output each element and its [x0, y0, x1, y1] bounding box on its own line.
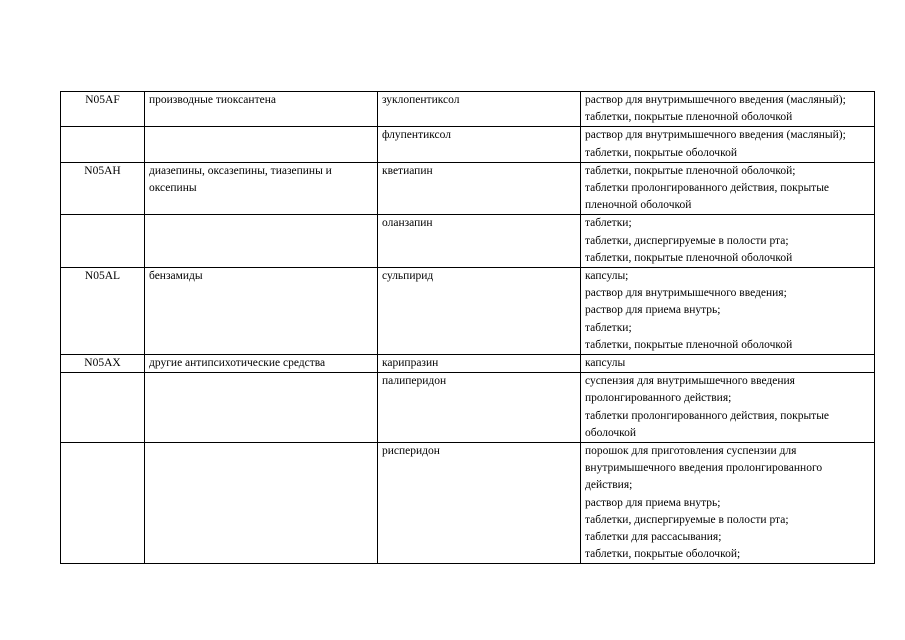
dosage-form-item: раствор для внутримышечного введения (масляный);	[585, 129, 846, 142]
atc-code-cell	[61, 443, 145, 564]
drug-name-cell: оланзапин	[378, 215, 581, 268]
dosage-form-item: таблетки;	[585, 217, 632, 230]
dosage-form-item: таблетки;	[585, 321, 632, 334]
atc-code-cell	[61, 127, 145, 162]
dosage-form-item: раствор для внутримышечного введения;	[585, 287, 787, 300]
atc-group-cell	[145, 127, 378, 162]
drug-name-cell: сульпирид	[378, 268, 581, 355]
drug-name-cell: флупентиксол	[378, 127, 581, 162]
dosage-form-item: таблетки, покрытые оболочкой;	[585, 548, 741, 561]
atc-group-cell: диазепины, оксазепины, тиазепины и оксепины	[145, 162, 378, 215]
drug-table-body	[61, 92, 875, 564]
table-row	[61, 215, 875, 268]
atc-code-cell	[61, 373, 145, 443]
dosage-form-item: таблетки для рассасывания;	[585, 531, 722, 544]
dosage-forms-cell	[581, 162, 875, 215]
table-row	[61, 92, 875, 127]
dosage-form-item: суспензия для внутримышечного введения пролонгированного действия;	[585, 375, 795, 405]
atc-code-cell	[61, 215, 145, 268]
atc-code-cell: N05AL	[61, 268, 145, 355]
atc-group-cell: другие антипсихотические средства	[145, 355, 378, 373]
drug-name-cell: палиперидон	[378, 373, 581, 443]
dosage-form-item: раствор для приема внутрь;	[585, 304, 721, 317]
table-row	[61, 443, 875, 564]
atc-group-cell	[145, 215, 378, 268]
dosage-form-item: таблетки пролонгированного действия, покрытые оболочкой	[585, 409, 830, 439]
table-row	[61, 162, 875, 215]
dosage-form-item: таблетки, покрытые пленочной оболочкой	[585, 338, 793, 351]
atc-group-cell	[145, 443, 378, 564]
dosage-form-item: таблетки, диспергируемые в полости рта;	[585, 234, 789, 247]
dosage-form-item: таблетки, диспергируемые в полости рта;	[585, 513, 789, 526]
dosage-form-item: таблетки, покрытые пленочной оболочкой	[585, 111, 793, 124]
dosage-forms-cell	[581, 215, 875, 268]
atc-group-cell: бензамиды	[145, 268, 378, 355]
table-row	[61, 268, 875, 355]
dosage-forms-cell	[581, 268, 875, 355]
atc-group-cell	[145, 373, 378, 443]
dosage-forms-cell	[581, 127, 875, 162]
dosage-forms-cell	[581, 373, 875, 443]
dosage-forms-cell	[581, 443, 875, 564]
dosage-form-item: таблетки, покрытые пленочной оболочкой	[585, 251, 793, 264]
dosage-form-item: раствор для внутримышечного введения (масляный);	[585, 94, 846, 106]
dosage-form-item: порошок для приготовления суспензии для внутримышечного введения пролонгированного действия;	[585, 445, 823, 492]
table-row	[61, 373, 875, 443]
drug-name-cell: кветиапин	[378, 162, 581, 215]
drug-name-cell: рисперидон	[378, 443, 581, 564]
atc-code-cell: N05AF	[61, 92, 145, 127]
dosage-form-item: капсулы	[585, 357, 626, 370]
table-row	[61, 355, 875, 373]
dosage-forms-cell	[581, 355, 875, 373]
drug-table	[60, 91, 875, 564]
dosage-form-item: раствор для приема внутрь;	[585, 496, 721, 509]
dosage-forms-cell	[581, 92, 875, 127]
dosage-form-item: таблетки, покрытые пленочной оболочкой;	[585, 164, 796, 177]
drug-name-cell: карипразин	[378, 355, 581, 373]
atc-code-cell: N05AH	[61, 162, 145, 215]
dosage-form-item: капсулы;	[585, 270, 629, 283]
table-row	[61, 127, 875, 162]
atc-code-cell: N05AX	[61, 355, 145, 373]
atc-group-cell: производные тиоксантена	[145, 92, 378, 127]
drug-name-cell: зуклопентиксол	[378, 92, 581, 127]
dosage-form-item: таблетки пролонгированного действия, покрытые пленочной оболочкой	[585, 182, 830, 212]
dosage-form-item: таблетки, покрытые оболочкой	[585, 146, 737, 159]
